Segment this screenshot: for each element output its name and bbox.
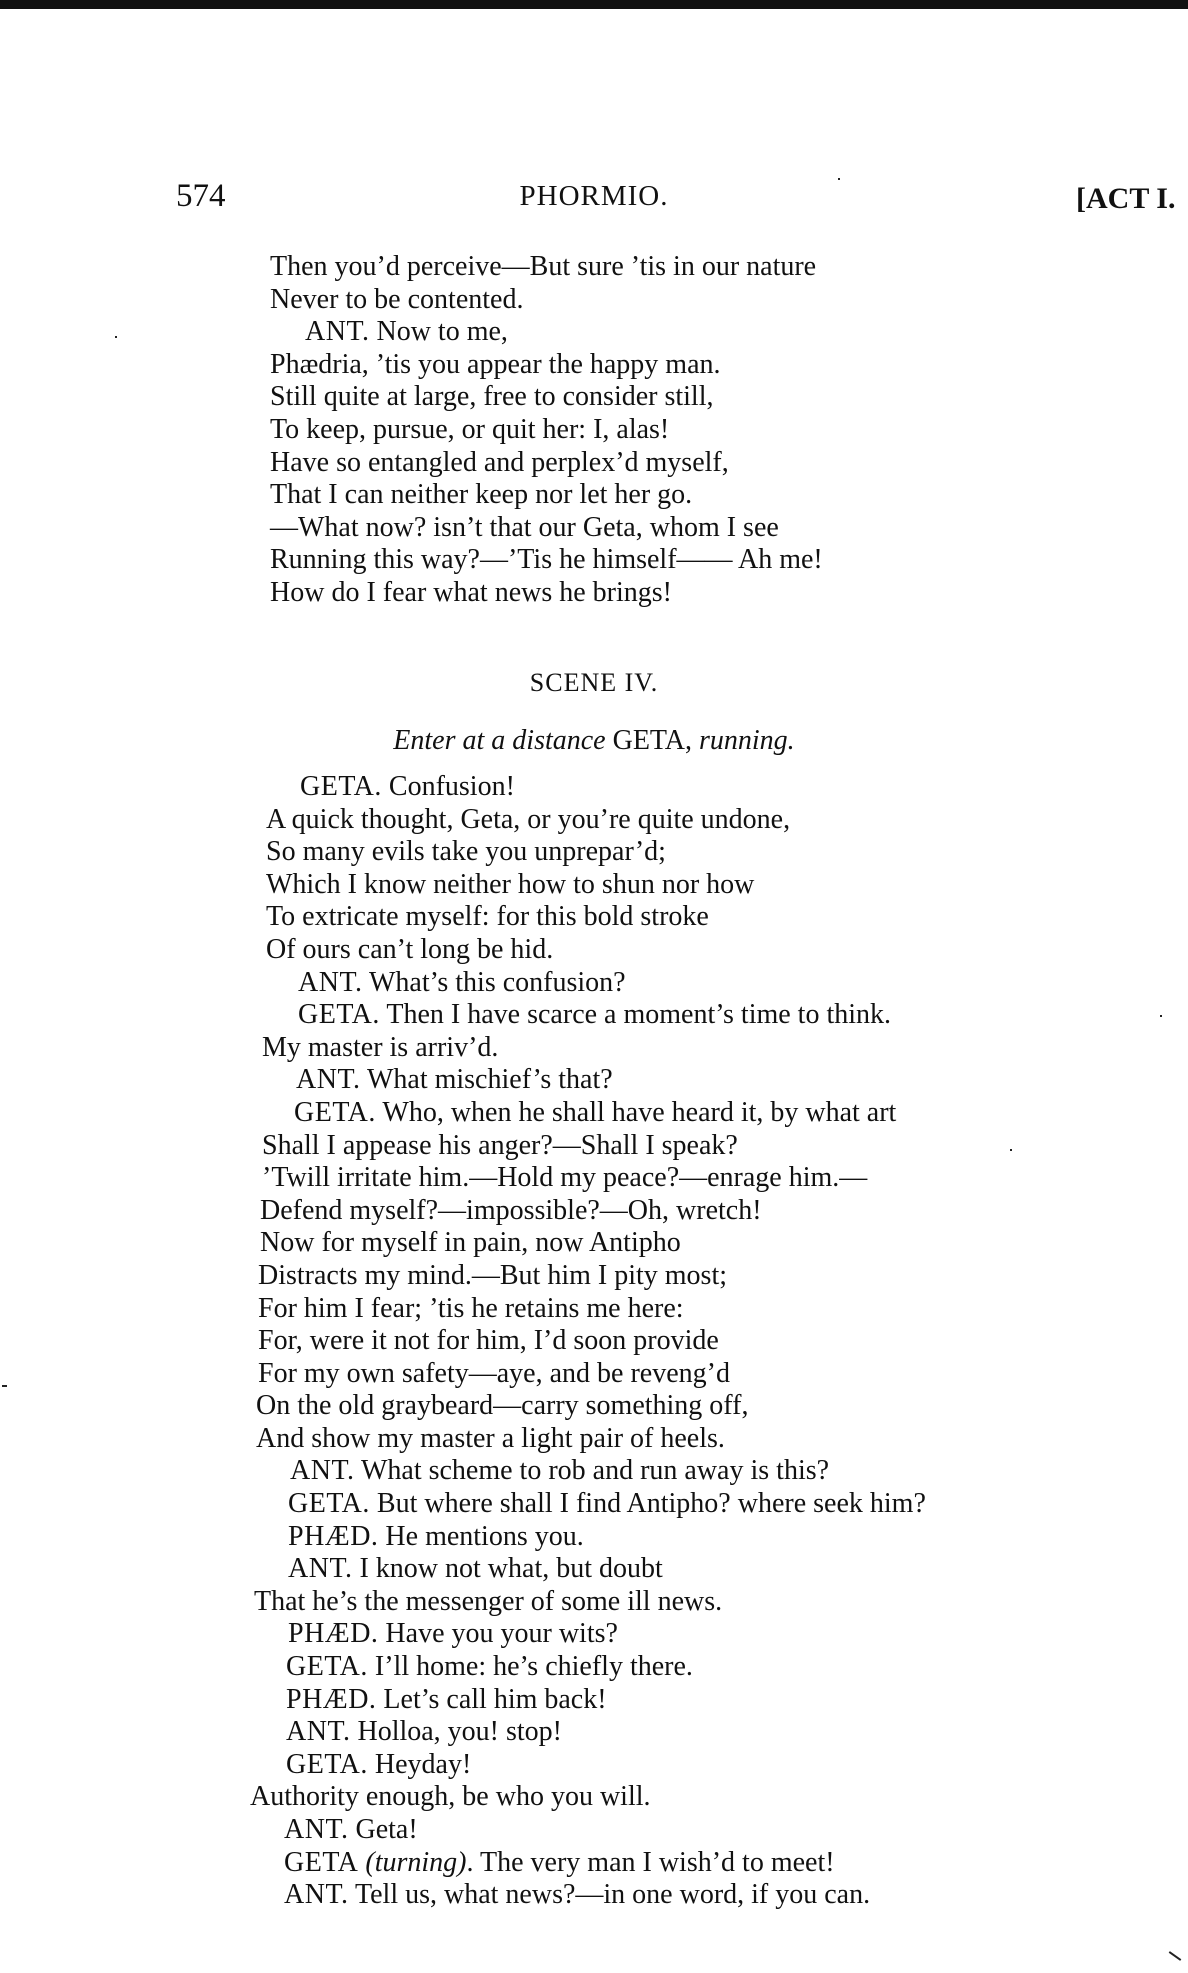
verse-line [0,1488,1188,1521]
stage-aside: (turning) [365,1846,467,1878]
verse-line [0,284,1188,317]
line-text: . The very man I wish’d to meet! [466,1846,835,1878]
speaker-name: GETA. [286,1748,368,1780]
verse-line [0,1651,1188,1684]
verse-line [0,1195,1188,1228]
line-text: Holloa, you! stop! [350,1716,562,1748]
line-text: Tell us, what news?—in one word, if you can. [348,1879,871,1911]
line-text: Of ours can’t long be hid. [266,933,554,965]
stage-direction-prefix: Enter at a distance [393,725,606,756]
verse-line [0,1618,1188,1651]
line-text: Then I have scarce a moment’s time to think. [379,999,892,1031]
line-text: What scheme to rob and run away is this? [354,1455,830,1487]
verse-line [0,901,1188,934]
verse-line [0,836,1188,869]
verse-line [0,1814,1188,1847]
verse-line [0,1358,1188,1391]
verse-line [0,1847,1188,1880]
line-text: Now to me, [369,316,508,348]
verse-line [0,1390,1188,1423]
line-text: Geta! [348,1814,418,1845]
margin-speck [2,1385,7,1387]
speaker-name: ANT. [286,1716,351,1748]
line-text: So many evils take you unprepar’d; [266,836,666,868]
line-text: What mischief’s that? [360,1064,613,1096]
verse-line [0,1227,1188,1260]
line-text: What’s this confusion? [362,966,626,998]
speaker-name: GETA. [288,1488,370,1520]
verse-line [0,1162,1188,1195]
line-text: Let’s call him back! [376,1683,607,1715]
line-text: Who, when he shall have heard it, by what art [375,1096,897,1128]
verse-line [0,479,1188,512]
line-text: Have you your wits? [378,1618,618,1650]
line-text: He mentions you. [378,1520,584,1552]
verse-line [0,1586,1188,1619]
verse-line [0,1716,1188,1749]
line-text: For my own safety—aye, and be reveng’d [258,1357,730,1389]
stage-direction-name: GETA [612,725,685,756]
verse-line [0,1130,1188,1163]
margin-speck [838,178,840,180]
act-label: [ACT I. [1076,182,1176,215]
line-text: Heyday! [367,1748,472,1780]
verse-line [0,1423,1188,1456]
line-text: Then you’d perceive—But sure ’tis in our nature [270,251,817,282]
running-title: PHORMIO. [519,180,669,212]
line-text: I know not what, but doubt [352,1553,663,1585]
verse-line [0,577,1188,610]
stage-direction-suffix: running. [699,725,795,756]
verse-line [0,544,1188,577]
verse-line [0,349,1188,382]
verse-line [0,934,1188,967]
verse-line [0,999,1188,1032]
line-text: For him I fear; ’tis he retains me here: [258,1292,684,1324]
line-text: My master is arriv’d. [262,1031,499,1063]
verse-line [0,1064,1188,1097]
line-text: How do I fear what news he brings! [270,576,672,608]
line-text: Have so entangled and perplex’d myself, [270,446,729,478]
verse-line [0,1097,1188,1130]
line-text: On the old graybeard—carry something off, [256,1390,749,1422]
verse-line [0,1032,1188,1065]
line-text: For, were it not for him, I’d soon provide [258,1325,719,1357]
verse-line [0,771,1188,804]
line-text: Confusion! [381,771,515,802]
page-header [0,178,1188,228]
margin-speck [1160,1015,1162,1017]
verse-line [0,804,1188,837]
speaker-name: PHÆD. [288,1520,379,1552]
verse-line [0,1553,1188,1586]
scene-title-text: SCENE IV. [529,668,659,697]
margin-speck [1169,1951,1182,1961]
passage-top [0,251,1188,610]
verse-line [0,1749,1188,1782]
verse-line [0,414,1188,447]
line-text: Shall I appease his anger?—Shall I speak? [262,1129,738,1161]
speaker-name: ANT. [288,1553,353,1585]
line-text: —What now? isn’t that our Geta, whom I see [270,511,779,543]
line-text: But where shall I find Antipho? where seek him? [369,1488,926,1520]
line-text: Defend myself?—impossible?—Oh, wretch! [260,1194,762,1226]
verse-line [0,1684,1188,1717]
stage-direction: Enter at a distance GETA, running. [393,725,795,756]
line-text: Distracts my mind.—But him I pity most; [258,1259,727,1291]
verse-line [0,447,1188,480]
line-text: Never to be contented. [270,283,524,315]
verse-line [0,1293,1188,1326]
line-text: Which I know neither how to shun nor how [266,868,755,900]
line-text: And show my master a light pair of heels. [256,1422,725,1454]
line-text: ’Twill irritate him.—Hold my peace?—enrage him.— [262,1162,868,1194]
verse-line [0,1260,1188,1293]
verse-line [0,869,1188,902]
speaker-name: GETA. [294,1096,376,1128]
line-text: I’ll home: he’s chiefly there. [367,1651,693,1683]
verse-line [0,967,1188,1000]
verse-line [0,512,1188,545]
passage-scene [0,771,1188,1912]
line-text: To keep, pursue, or quit her: I, alas! [270,413,670,445]
verse-line [0,251,1188,284]
speaker-name: ANT. [284,1879,349,1911]
speaker-name: ANT. [284,1814,349,1845]
line-text: A quick thought, Geta, or you’re quite undone, [266,803,791,835]
line-text: Still quite at large, free to consider still, [270,381,714,413]
speaker-name: GETA. [300,771,382,802]
speaker-name: ANT. [296,1064,361,1096]
line-text: That he’s the messenger of some ill news. [254,1585,723,1617]
margin-speck [115,336,117,338]
line-text: Now for myself in pain, now Antipho [260,1227,681,1259]
page-number: 574 [176,178,226,214]
margin-speck [1010,1149,1012,1151]
verse-line [0,1455,1188,1488]
speaker-name: GETA. [298,999,380,1031]
scene-title [0,668,1188,698]
speaker-name: GETA [284,1846,359,1878]
speaker-name: PHÆD. [288,1618,379,1650]
speaker-name: ANT. [298,966,363,998]
speaker-name: ANT. [290,1455,355,1487]
verse-line [0,381,1188,414]
verse-line [0,1879,1188,1912]
verse-line [0,1521,1188,1554]
verse-line [0,316,1188,349]
line-text: That I can neither keep nor let her go. [270,479,693,511]
verse-line [0,1325,1188,1358]
line-text: Authority enough, be who you will. [250,1781,651,1813]
speaker-name: PHÆD. [286,1683,377,1715]
top-page-edge [0,0,1188,9]
line-text: Phædria, ’tis you appear the happy man. [270,348,721,380]
verse-line [0,1781,1188,1814]
line-text: Running this way?—’Tis he himself—— Ah me! [270,544,823,576]
line-text: To extricate myself: for this bold stroke [266,901,709,933]
speaker-name: ANT. [305,316,370,348]
speaker-name: GETA. [286,1651,368,1683]
